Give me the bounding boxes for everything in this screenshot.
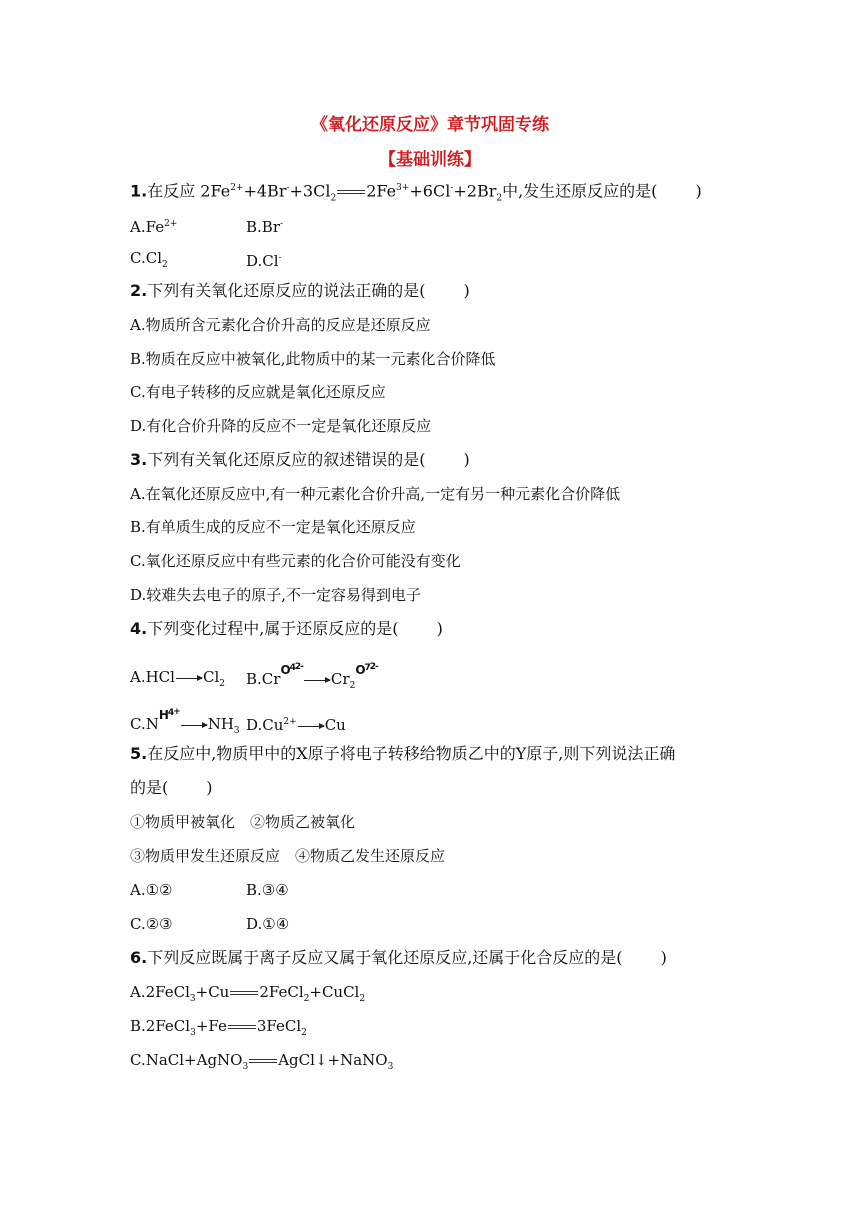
arrow-icon <box>176 678 202 679</box>
equals-sign <box>228 1025 256 1029</box>
equals-sign <box>337 190 365 194</box>
q1-options-ab: $A.Fe^{2+}$ B.Br- <box>130 218 284 236</box>
q6-option-b: B.2FeCl$_3$+Fe 3FeCl$_2$ <box>130 1017 307 1038</box>
q1-options-cd: $C.Cl_2$ D.Cl- <box>130 249 282 270</box>
equals-sign <box>249 1059 277 1063</box>
question-3: 3.下列有关氧化还原反应的叙述错误的是( ) <box>130 450 470 469</box>
q3-option-a: A.在氧化还原反应中,有一种元素化合价升高,一定有另一种元素化合价降低 <box>130 485 621 503</box>
q4-options-cd: $C.N^{H^{4+}}NH_3$ $D.Cu^{2+}$ Cu <box>130 707 346 736</box>
arrow-icon <box>298 726 324 727</box>
q3-option-b: B.有单质生成的反应不一定是氧化还原反应 <box>130 518 416 536</box>
q2-option-b: B.物质在反应中被氧化,此物质中的某一元素化合价降低 <box>130 350 496 368</box>
page-title: 《氧化还原反应》章节巩固专练 <box>311 115 549 135</box>
question-5: 5.在反应中,物质甲中的X原子将电子转移给物质乙中的Y原子,则下列说法正确 <box>130 744 676 763</box>
question-5-cont: 的是( ) <box>130 778 213 797</box>
q3-option-c: C.氧化还原反应中有些元素的化合价可能没有变化 <box>130 552 461 570</box>
q5-statements-2: ③物质甲发生还原反应 ④物质乙发生还原反应 <box>130 847 446 865</box>
question-6: 6.下列反应既属于离子反应又属于氧化还原反应,还属于化合反应的是( ) <box>130 948 667 967</box>
q4-options-ab: A.HCl $Cl_2$ $B.Cr^{O^{42-}}Cr_2^{O^{72-}}$ <box>130 662 378 691</box>
q6-option-c: C.NaCl+AgNO$_3$ AgCl↓+NaNO$_3$ <box>130 1051 394 1072</box>
question-1: 1.在反应 $2Fe^{2+}+4Br^-+3Cl_2$ $2Fe^{3+}+6Cl^-+2Br_2$中,发生还原反应的是( ) <box>130 181 702 204</box>
question-2: 2.下列有关氧化还原反应的说法正确的是( ) <box>130 281 470 300</box>
q5-statements-1: ①物质甲被氧化 ②物质乙被氧化 <box>130 813 356 831</box>
q5-options-cd: C.②③ D.①④ <box>130 915 290 933</box>
q3-option-d: D.较难失去电子的原子,不一定容易得到电子 <box>130 586 422 604</box>
q2-option-a: A.物质所含元素化合价升高的反应是还原反应 <box>130 316 431 334</box>
q2-option-c: C.有电子转移的反应就是氧化还原反应 <box>130 383 386 401</box>
arrow-icon <box>304 680 330 681</box>
arrow-icon <box>181 725 207 726</box>
equals-sign <box>230 991 258 995</box>
q6-option-a: A.2FeCl$_3$+Cu 2FeCl$_2$+CuCl$_2$ <box>130 983 366 1004</box>
q2-option-d: D.有化合价升降的反应不一定是氧化还原反应 <box>130 417 432 435</box>
question-4: 4.下列变化过程中,属于还原反应的是( ) <box>130 619 443 638</box>
q5-options-ab: A.①② B.③④ <box>130 881 289 899</box>
section-heading: 【基础训练】 <box>379 150 481 170</box>
